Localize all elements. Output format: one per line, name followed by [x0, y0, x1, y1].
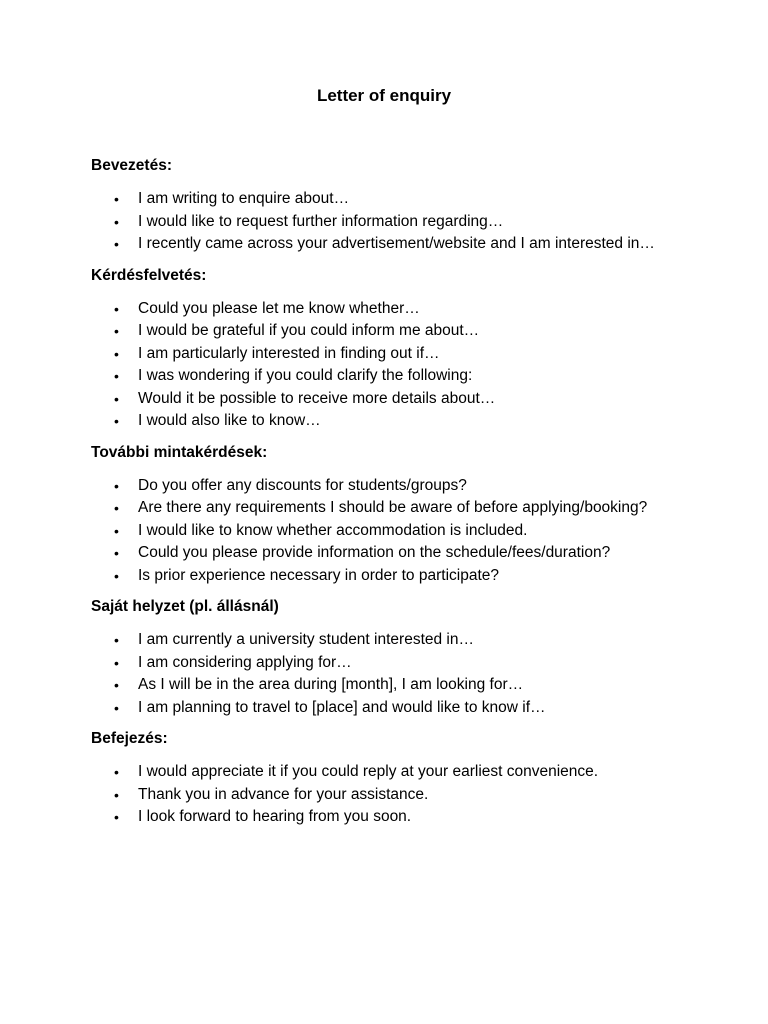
list-item: [91, 388, 681, 411]
list-item: [91, 784, 681, 807]
list-item: [91, 188, 681, 211]
list-item: [91, 565, 681, 588]
bullet-icon: •: [114, 390, 119, 407]
bullet-icon: •: [114, 786, 119, 803]
list-item-text: Could you please let me know whether…: [138, 299, 420, 317]
list-item-text: Are there any requirements I should be aware of before applying/booking?: [138, 499, 648, 516]
bullet-icon: •: [114, 413, 119, 429]
list-item-text: I look forward to hearing from you soon.: [138, 808, 412, 825]
list-item: [91, 233, 681, 256]
bullet-icon: •: [114, 809, 119, 825]
phrase-list-questions: [91, 298, 681, 433]
section-heading-questions: Kérdésfelvetés:: [91, 266, 207, 284]
bullet-icon: •: [114, 545, 119, 561]
bullet-icon: •: [114, 477, 119, 494]
section-heading-introduction: Bevezetés:: [91, 157, 172, 174]
list-item: [91, 806, 681, 829]
list-item-text: Do you offer any discounts for students/groups?: [138, 476, 467, 494]
bullet-icon: •: [114, 345, 119, 362]
section-heading-own-situation: Saját helyzet (pl. állásnál): [91, 598, 279, 615]
list-item: [91, 629, 681, 652]
bullet-icon: •: [114, 522, 119, 539]
list-item: [91, 652, 681, 675]
list-item: [91, 320, 681, 343]
phrase-list-own-situation: [91, 629, 681, 719]
bullet-icon: •: [114, 677, 119, 693]
list-item: [91, 365, 681, 388]
list-item: [91, 410, 681, 433]
list-item-text: I would like to request further information regarding…: [138, 212, 504, 230]
list-item: [91, 343, 681, 366]
bullet-icon: •: [114, 699, 119, 716]
list-item-text: Could you please provide information on the schedule/fees/duration?: [138, 544, 611, 561]
bullet-icon: •: [114, 368, 119, 384]
bullet-icon: •: [114, 236, 119, 252]
phrase-list-introduction: [91, 188, 681, 256]
list-item-text: Would it be possible to receive more details about…: [138, 389, 496, 407]
list-item: [91, 697, 681, 720]
document-body: [91, 155, 681, 838]
list-item: [91, 674, 681, 697]
bullet-icon: •: [114, 632, 119, 648]
list-item-text: As I will be in the area during [month], I am looking for…: [138, 676, 524, 693]
list-item-text: I recently came across your advertisement/website and I am interested in…: [138, 235, 655, 252]
bullet-icon: •: [114, 500, 119, 516]
list-item-text: I am considering applying for…: [138, 653, 352, 671]
bullet-icon: •: [114, 300, 119, 317]
list-item: [91, 497, 681, 520]
list-item: [91, 520, 681, 543]
list-item-text: I am currently a university student interested in…: [138, 631, 474, 648]
list-item: [91, 475, 681, 498]
bullet-icon: •: [114, 764, 119, 780]
bullet-icon: •: [114, 191, 119, 207]
list-item: [91, 298, 681, 321]
page-title: Letter of enquiry: [316, 86, 452, 105]
section-heading-closing: Befejezés:: [91, 730, 168, 747]
bullet-icon: •: [114, 567, 119, 584]
list-item-text: I would appreciate it if you could reply at your earliest convenience.: [138, 763, 599, 780]
list-item-text: Is prior experience necessary in order to participate?: [138, 566, 499, 584]
list-item-text: I would like to know whether accommodation is included.: [138, 521, 528, 539]
list-item-text: I am writing to enquire about…: [138, 190, 350, 207]
phrase-list-sample-questions: [91, 475, 681, 588]
list-item: [91, 542, 681, 565]
list-item-text: I was wondering if you could clarify the following:: [138, 367, 473, 384]
phrase-list-closing: [91, 761, 681, 829]
bullet-icon: •: [114, 654, 119, 671]
list-item: [91, 211, 681, 234]
list-item-text: I am particularly interested in finding out if…: [138, 344, 440, 362]
list-item-text: I am planning to travel to [place] and would like to know if…: [138, 698, 546, 716]
list-item-text: I would be grateful if you could inform me about…: [138, 322, 480, 339]
section-heading-sample-questions: További mintakérdések:: [91, 443, 268, 461]
list-item: [91, 761, 681, 784]
list-item-text: I would also like to know…: [138, 412, 321, 429]
bullet-icon: •: [114, 323, 119, 339]
bullet-icon: •: [114, 213, 119, 230]
list-item-text: Thank you in advance for your assistance.: [138, 785, 429, 803]
